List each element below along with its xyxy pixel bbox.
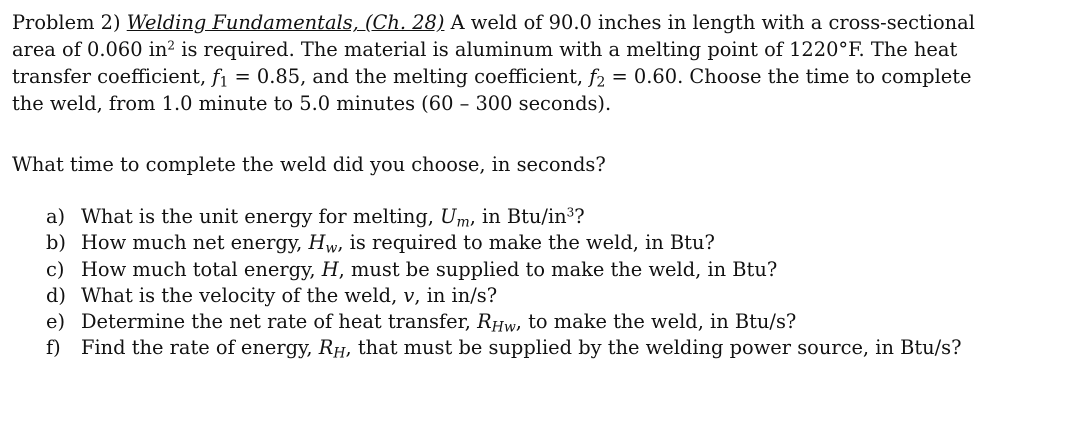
part-text	[81, 204, 585, 230]
part-text	[81, 257, 777, 283]
problem-statement	[12, 9, 1077, 117]
part-a-subscript: m	[456, 214, 470, 231]
part-e-symbol: R	[477, 310, 492, 334]
problem-text-3c: = 0.60. Choose the time to complete	[605, 65, 972, 88]
question-part-f	[46, 335, 962, 361]
part-a-exponent: 3	[566, 205, 575, 220]
part-a-text-end: ?	[574, 205, 585, 228]
question-parts-list	[46, 204, 962, 362]
question-part-a	[46, 204, 962, 230]
question-part-b	[46, 230, 962, 256]
part-f-text-post: , that must be supplied by the welding power source, in Btu/s?	[345, 336, 962, 360]
part-label: e)	[46, 310, 66, 334]
part-e-text-pre: Determine the net rate of heat transfer,	[81, 310, 478, 334]
part-label: c)	[46, 257, 65, 281]
part-text	[81, 283, 497, 309]
part-label: b)	[46, 231, 66, 255]
part-label: f)	[46, 336, 61, 360]
f2-symbol: f	[589, 65, 597, 88]
time-question: What time to complete the weld did you choose, in seconds?	[12, 153, 606, 176]
f1-symbol: f	[212, 65, 220, 88]
part-a-text-post: , in Btu/in	[469, 205, 567, 228]
part-f-symbol: R	[318, 336, 334, 360]
part-d-symbol: v	[403, 283, 415, 307]
question-part-d	[46, 283, 962, 309]
part-text	[81, 230, 715, 256]
part-e-text-post: , to make the weld, in Btu/s?	[515, 310, 797, 334]
problem-text-2b: is required. The material is aluminum with a melting point of 1220°F. The heat	[175, 38, 958, 61]
problem-text-3b: = 0.85, and the melting coefficient,	[228, 65, 590, 88]
topic-reference: Welding Fundamentals, (Ch. 28)	[126, 11, 445, 34]
part-text	[81, 335, 962, 361]
part-f-text-pre: Find the rate of energy,	[81, 336, 319, 360]
part-f-subscript: H	[333, 345, 346, 362]
f2-subscript: 2	[596, 74, 606, 91]
part-c-symbol: H	[321, 257, 339, 281]
part-d-text-pre: What is the velocity of the weld,	[81, 283, 404, 307]
part-label: a)	[46, 205, 66, 228]
problem-text-3a: transfer coefficient,	[12, 65, 213, 88]
part-d-text-post: , in in/s?	[414, 283, 498, 307]
problem-line-2	[12, 36, 1077, 63]
problem-text-1: A weld of 90.0 inches in length with a cross-sectional	[444, 11, 975, 34]
part-b-text-pre: How much net energy,	[81, 231, 309, 255]
area-exponent: 2	[167, 38, 176, 53]
part-a-symbol: U	[440, 205, 457, 228]
part-c-text-post: , must be supplied to make the weld, in Btu?	[338, 257, 778, 281]
f1-subscript: 1	[219, 74, 229, 91]
problem-line-1	[12, 9, 1077, 36]
part-label: d)	[46, 283, 66, 307]
problem-line-3	[12, 63, 1077, 90]
part-b-text-post: , is required to make the weld, in Btu?	[337, 231, 715, 255]
problem-text-2a: area of 0.060 in	[12, 38, 168, 61]
part-c-text-pre: How much total energy,	[81, 257, 322, 281]
part-e-subscript: Hw	[491, 319, 516, 336]
problem-line-4: the weld, from 1.0 minute to 5.0 minutes (60 – 300 seconds).	[12, 92, 612, 115]
part-text	[81, 309, 796, 335]
part-b-subscript: w	[325, 240, 338, 257]
question-part-e	[46, 309, 962, 335]
question-part-c	[46, 257, 962, 283]
problem-number: Problem 2)	[12, 11, 127, 34]
part-a-text-pre: What is the unit energy for melting,	[81, 205, 441, 228]
part-b-symbol: H	[308, 231, 326, 255]
